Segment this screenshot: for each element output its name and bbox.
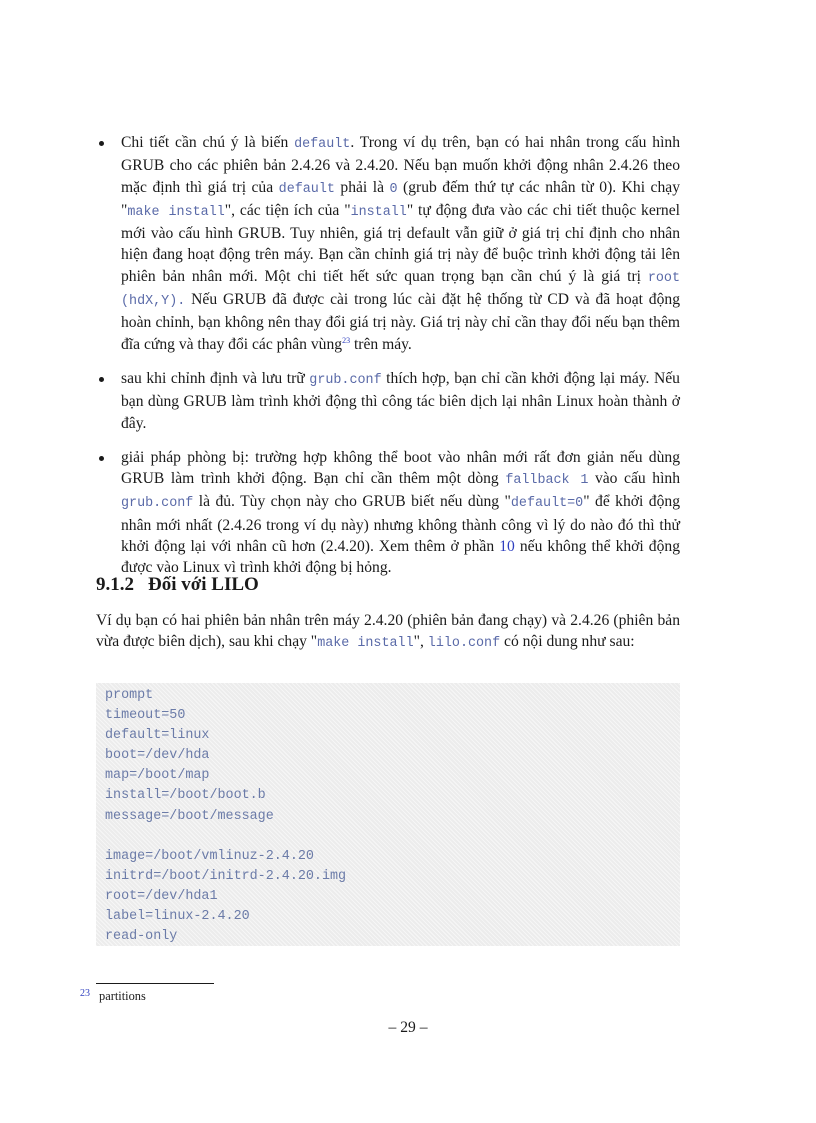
- text-run: trên máy.: [350, 335, 412, 353]
- bullet-list: [96, 132, 680, 592]
- text-run: vào cấu hình: [588, 470, 680, 488]
- inline-code: default: [294, 137, 351, 152]
- text-run: Nếu GRUB đã được cài trong lúc cài đặt hệ thống từ CD và đã hoạt động hoàn chỉnh, bạn không nên thay đổi giá trị này. Giá trị này chỉ cần thay đổi nếu bạn thêm đĩa cứng và thay đổi các phân vùng: [121, 291, 680, 353]
- bullet-item: [96, 368, 680, 434]
- section-number: 9.1.2: [96, 574, 134, 595]
- text-run: thích hợp, bạn chỉ cần khởi động lại máy. Nếu bạn dùng GRUB làm trình khởi động thì công tác biên dịch lại nhân Linux hoàn thành ở đây.: [121, 369, 680, 432]
- code-line: image=/boot/vmlinuz-2.4.20: [105, 848, 314, 864]
- footnote-ref-link[interactable]: 23: [342, 335, 351, 345]
- inline-code: default=0: [510, 496, 584, 512]
- code-block: [96, 683, 680, 946]
- section-title: Đối với LILO: [148, 574, 259, 595]
- inline-code: fallback 1: [505, 473, 589, 489]
- text-run: (grub đếm thứ tự các nhân từ 0). Khi chạy ": [121, 178, 680, 219]
- section-ref-link[interactable]: 10: [499, 538, 515, 556]
- text-run: ",: [413, 633, 428, 651]
- code-line: initrd=/boot/initrd-2.4.20.img: [105, 868, 347, 884]
- text-run: sau khi chỉnh định và lưu trữ: [121, 369, 310, 387]
- text-run: có nội dung như sau:: [500, 633, 635, 651]
- code-line: read-only: [105, 929, 178, 945]
- inline-code: install: [350, 204, 407, 220]
- inline-code: 0: [389, 181, 398, 197]
- inline-code: make install: [127, 204, 225, 220]
- code-line: prompt: [105, 688, 154, 703]
- code-line: message=/boot/message: [105, 808, 274, 824]
- text-run: Ví dụ bạn có hai phiên bản nhân trên máy 2.4.20 (phiên bản đang chạy) và 2.4.26 (phiên bản vừa được biên dịch), sau khi chạy ": [96, 612, 680, 651]
- inline-code: root (hdX,Y): [121, 270, 680, 310]
- footnote: [80, 988, 146, 1006]
- inline-code: .: [177, 294, 186, 310]
- code-line: install=/boot/boot.b: [105, 788, 266, 804]
- code-line: [105, 827, 680, 847]
- text-run: là đủ. Tùy chọn này cho GRUB biết nếu dùng ": [193, 493, 511, 511]
- inline-code: grub.conf: [309, 372, 382, 388]
- code-line: timeout=50: [105, 708, 186, 724]
- inline-code: default: [278, 181, 335, 197]
- text-run: . Trong ví dụ trên, bạn có hai nhân trong cấu hình GRUB cho các phiên bản 2.4.26 và 2.4.20. Nếu bạn muốn khởi động nhân 2.4.26 theo mặc định thì giá trị của: [121, 134, 680, 196]
- footnote-rule: [96, 983, 214, 984]
- footnote-number: 23: [80, 988, 90, 999]
- inline-code: make install: [317, 636, 414, 652]
- page-number: – 29 –: [388, 1019, 428, 1036]
- footnote-text: partitions: [99, 989, 146, 1003]
- code-line: label=linux-2.4.20: [105, 909, 250, 925]
- text-run: Chi tiết cần chú ý là biến: [121, 134, 295, 151]
- text-run: " để khởi động nhân mới nhất (2.4.26 trong ví dụ này) nhưng không thành công vì lý do nào đó thì thử khởi động lại với nhân cũ hơn (2.4.20). Xem thêm ở phần: [121, 493, 680, 556]
- text-run: phải là: [334, 178, 390, 196]
- bullet-item: [96, 132, 680, 355]
- code-line: boot=/dev/hda: [105, 748, 210, 764]
- inline-code: lilo.conf: [427, 636, 501, 652]
- text-run: giải pháp phòng bị: trường hợp không thể boot vào nhân mới rất đơn giản nếu dùng GRUB làm trình khởi động. Bạn chỉ cần thêm một dòng: [121, 448, 680, 488]
- intro-paragraph: [96, 610, 680, 655]
- code-line: default=linux: [105, 728, 210, 744]
- bullet-item: [96, 447, 680, 579]
- text-run: nếu không thể khởi động được vào Linux vì trình khởi động bị hỏng.: [121, 538, 680, 577]
- section-heading: [96, 572, 680, 598]
- code-line: root=/dev/hda1: [105, 888, 218, 904]
- code-line: map=/boot/map: [105, 768, 210, 784]
- text-run: ", các tiện ích của ": [224, 201, 351, 219]
- inline-code: grub.conf: [121, 496, 194, 512]
- text-run: " tự động đưa vào các chi tiết thuộc kernel mới vào cấu hình GRUB. Tuy nhiên, giá trị default vẫn giữ ở giá trị chỉ định cho nhân hiện đang hoạt động trên máy. Bạn cần chỉnh giá trị này để buộc trình khởi động tải lên phiên bản nhân mới. Một chi tiết hết sức quan trọng bạn cần chú ý là giá trị: [121, 201, 680, 285]
